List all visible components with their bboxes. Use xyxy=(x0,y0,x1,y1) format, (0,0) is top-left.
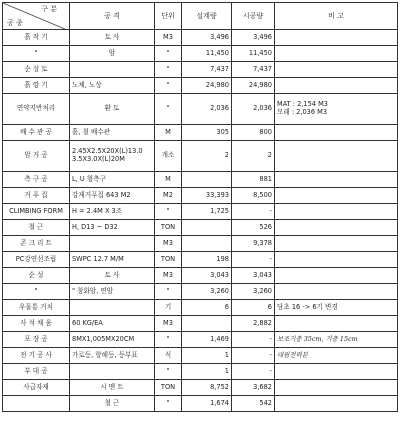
cell-actual-qty xyxy=(232,30,275,46)
cell-design-qty-text: 1 xyxy=(224,366,229,375)
cell-spec-text: H = 2.4M X 3조 xyxy=(72,206,123,215)
cell-unit xyxy=(155,396,182,412)
cell-notes xyxy=(275,284,398,300)
cell-unit-text: M2 xyxy=(163,190,173,199)
cell-category xyxy=(3,396,70,412)
cell-design-qty-text: 3,496 xyxy=(210,32,229,41)
cell-category-text: 순 성 토 xyxy=(24,64,48,73)
cell-spec-text: 흙, 철 배수관 xyxy=(72,127,111,136)
cell-design-qty-text: 3,260 xyxy=(210,286,229,295)
cell-spec-text: 토 사 xyxy=(104,32,120,41)
cell-category xyxy=(3,316,70,332)
cell-spec xyxy=(70,220,155,236)
cell-spec xyxy=(70,332,155,348)
cell-spec xyxy=(70,141,155,172)
cell-category xyxy=(3,30,70,46)
cell-spec-text: 가로등, 항해등, 등부표 xyxy=(72,350,138,359)
cell-unit xyxy=(155,78,182,94)
cell-unit-text: 기 xyxy=(164,302,172,311)
cell-actual-qty xyxy=(232,316,275,332)
cell-notes xyxy=(275,94,398,125)
cell-actual-qty-text: - xyxy=(269,366,272,375)
cell-design-qty-text: 198 xyxy=(216,254,229,263)
cell-design-qty-text: 1,674 xyxy=(210,398,229,407)
cell-unit xyxy=(155,332,182,348)
cell-design-qty-text: 2,036 xyxy=(210,104,229,113)
cell-design-qty-text: 1,725 xyxy=(210,206,229,215)
table-row xyxy=(3,332,398,348)
cell-category xyxy=(3,78,70,94)
cell-design-qty xyxy=(182,380,232,396)
cell-design-qty xyxy=(182,62,232,78)
cell-actual-qty-text: 3,260 xyxy=(253,286,272,295)
cell-actual-qty-text: 3,682 xyxy=(253,382,272,391)
cell-design-qty xyxy=(182,364,232,380)
cell-category-text: 흙 깡 기 xyxy=(24,80,48,89)
cell-design-qty xyxy=(182,30,232,46)
cell-spec xyxy=(70,300,155,316)
cell-spec-text: 시 멘 트 xyxy=(100,382,124,391)
cell-unit-text: 개소 xyxy=(161,151,175,160)
cell-spec-text: 노체, 노상 xyxy=(72,80,102,89)
cell-design-qty xyxy=(182,252,232,268)
cell-category-text: " xyxy=(34,286,38,295)
cell-actual-qty-text: - xyxy=(269,334,272,343)
cell-spec xyxy=(70,396,155,412)
cell-spec-text: 60 KG/EA xyxy=(72,318,103,327)
cell-category xyxy=(3,284,70,300)
cell-notes-text: 당초 16 -> 6기 변경 xyxy=(277,302,338,311)
cell-design-qty xyxy=(182,125,232,141)
cell-actual-qty xyxy=(232,268,275,284)
table-body xyxy=(3,30,398,412)
cell-spec-text: 암 xyxy=(108,48,116,57)
cell-actual-qty xyxy=(232,62,275,78)
cell-category xyxy=(3,172,70,188)
cell-notes xyxy=(275,46,398,62)
cell-category-text: " xyxy=(34,48,38,57)
cell-notes xyxy=(275,30,398,46)
cell-actual-qty-text: 542 xyxy=(259,398,272,407)
cell-actual-qty xyxy=(232,236,275,252)
cell-notes xyxy=(275,220,398,236)
cell-unit-text: TON xyxy=(160,222,176,231)
header-unit: 단위 xyxy=(155,3,182,30)
cell-category xyxy=(3,125,70,141)
cell-design-qty-text: 3,043 xyxy=(210,270,229,279)
cell-notes xyxy=(275,125,398,141)
cell-notes xyxy=(275,332,398,348)
cell-unit-text: " xyxy=(166,80,170,89)
cell-notes xyxy=(275,348,398,364)
cell-unit xyxy=(155,380,182,396)
cell-actual-qty xyxy=(232,188,275,204)
cell-unit xyxy=(155,300,182,316)
cell-spec xyxy=(70,348,155,364)
cell-design-qty xyxy=(182,220,232,236)
header-spec: 공 격 xyxy=(70,3,155,30)
cell-spec-text: L, U 형측구 xyxy=(72,174,106,183)
cell-actual-qty-text: 11,450 xyxy=(248,48,272,57)
cell-actual-qty xyxy=(232,125,275,141)
table-row xyxy=(3,396,398,412)
cell-unit xyxy=(155,30,182,46)
cell-actual-qty-text: 2,882 xyxy=(253,318,272,327)
cell-category-text: 포 장 공 xyxy=(24,334,48,343)
cell-spec xyxy=(70,125,155,141)
cell-category xyxy=(3,268,70,284)
cell-notes-text: 보조기층 35cm, 기층 15cm xyxy=(277,334,358,343)
cell-unit xyxy=(155,220,182,236)
cell-unit xyxy=(155,236,182,252)
cell-notes-text-line2: 모래 : 2,036 M3 xyxy=(277,108,328,116)
quantity-table xyxy=(2,2,398,412)
cell-spec-text: 토 사 xyxy=(104,270,120,279)
cell-unit-text: " xyxy=(166,206,170,215)
cell-notes xyxy=(275,236,398,252)
cell-notes xyxy=(275,252,398,268)
cell-category-text: 콘 크 리 트 xyxy=(20,238,52,247)
table-row xyxy=(3,172,398,188)
cell-spec xyxy=(70,236,155,252)
cell-unit xyxy=(155,252,182,268)
cell-unit-text: " xyxy=(166,366,170,375)
table-row xyxy=(3,220,398,236)
cell-notes xyxy=(275,316,398,332)
cell-category xyxy=(3,46,70,62)
cell-category xyxy=(3,364,70,380)
cell-actual-qty xyxy=(232,332,275,348)
cell-actual-qty xyxy=(232,348,275,364)
cell-unit xyxy=(155,188,182,204)
cell-spec xyxy=(70,78,155,94)
cell-actual-qty xyxy=(232,220,275,236)
cell-notes xyxy=(275,188,398,204)
cell-unit xyxy=(155,94,182,125)
table-row xyxy=(3,94,398,125)
cell-unit-text: TON xyxy=(160,382,176,391)
table-row xyxy=(3,300,398,316)
table-row xyxy=(3,30,398,46)
cell-notes xyxy=(275,364,398,380)
cell-notes xyxy=(275,380,398,396)
cell-notes xyxy=(275,396,398,412)
cell-category-text: 측 구 공 xyxy=(24,174,48,183)
cell-design-qty-text: 24,980 xyxy=(205,80,229,89)
cell-design-qty-text: 11,450 xyxy=(205,48,229,57)
cell-design-qty-text: 1 xyxy=(224,350,229,359)
cell-design-qty-text: 8,752 xyxy=(210,382,229,391)
header-category-bottom: 공 종 xyxy=(7,18,23,27)
header-category xyxy=(3,3,70,30)
cell-design-qty xyxy=(182,141,232,172)
cell-actual-qty-text: 3,043 xyxy=(253,270,272,279)
table-row xyxy=(3,204,398,220)
cell-notes xyxy=(275,172,398,188)
cell-actual-qty-text: 800 xyxy=(259,127,272,136)
cell-unit xyxy=(155,364,182,380)
cell-category xyxy=(3,220,70,236)
table-row xyxy=(3,141,398,172)
cell-spec xyxy=(70,380,155,396)
cell-category xyxy=(3,141,70,172)
cell-actual-qty xyxy=(232,141,275,172)
cell-spec-text-line2: 3.5X3.0X(L)20M xyxy=(72,155,125,163)
cell-unit xyxy=(155,284,182,300)
cell-unit xyxy=(155,204,182,220)
cell-actual-qty-text: 9,378 xyxy=(253,238,272,247)
cell-category-text: 순 성 xyxy=(28,270,44,279)
cell-actual-qty xyxy=(232,300,275,316)
cell-category xyxy=(3,204,70,220)
cell-actual-qty-text: 6 xyxy=(267,302,272,311)
cell-notes xyxy=(275,78,398,94)
table-row xyxy=(3,380,398,396)
cell-category-text: 부 대 공 xyxy=(24,366,48,375)
cell-design-qty-text: 1,469 xyxy=(210,334,229,343)
cell-actual-qty-text: 3,496 xyxy=(253,32,272,41)
cell-category-text: 철 근 xyxy=(28,222,44,231)
table-row xyxy=(3,284,398,300)
cell-unit-text: " xyxy=(166,398,170,407)
cell-actual-qty-text: 2,036 xyxy=(253,104,272,113)
cell-spec xyxy=(70,188,155,204)
cell-category xyxy=(3,62,70,78)
header-category-top: 구 분 xyxy=(41,5,57,13)
table-row xyxy=(3,188,398,204)
cell-spec xyxy=(70,268,155,284)
cell-spec xyxy=(70,316,155,332)
cell-design-qty xyxy=(182,316,232,332)
cell-unit xyxy=(155,141,182,172)
cell-category xyxy=(3,236,70,252)
cell-actual-qty xyxy=(232,364,275,380)
cell-design-qty xyxy=(182,396,232,412)
cell-actual-qty-text: 881 xyxy=(259,174,272,183)
cell-category xyxy=(3,94,70,125)
cell-spec xyxy=(70,172,155,188)
cell-design-qty xyxy=(182,204,232,220)
cell-design-qty xyxy=(182,332,232,348)
cell-category xyxy=(3,300,70,316)
cell-notes xyxy=(275,300,398,316)
cell-actual-qty xyxy=(232,380,275,396)
cell-category xyxy=(3,188,70,204)
cell-design-qty xyxy=(182,188,232,204)
table-row xyxy=(3,364,398,380)
cell-spec xyxy=(70,30,155,46)
cell-actual-qty-text: 526 xyxy=(259,222,272,231)
table-row xyxy=(3,125,398,141)
cell-unit xyxy=(155,125,182,141)
cell-unit-text: " xyxy=(166,64,170,73)
cell-spec xyxy=(70,94,155,125)
cell-actual-qty xyxy=(232,46,275,62)
cell-unit-text: " xyxy=(166,104,170,113)
cell-design-qty xyxy=(182,268,232,284)
cell-unit xyxy=(155,172,182,188)
cell-notes-text: MAT : 2,154 M3 xyxy=(277,100,328,109)
cell-spec-text: 8MX1,005MX20CM xyxy=(72,334,135,343)
cell-notes-text: 대림전력분 xyxy=(277,350,308,359)
cell-spec xyxy=(70,204,155,220)
cell-spec xyxy=(70,284,155,300)
cell-design-qty xyxy=(182,46,232,62)
cell-spec xyxy=(70,46,155,62)
cell-spec-text: SWPC 12.7 M/M xyxy=(72,254,124,263)
cell-design-qty-text: 305 xyxy=(216,127,229,136)
cell-notes xyxy=(275,268,398,284)
header-actual-qty: 시공량 xyxy=(232,3,275,30)
table-row xyxy=(3,316,398,332)
cell-unit-text: " xyxy=(166,286,170,295)
table-row xyxy=(3,348,398,364)
cell-unit-text: 식 xyxy=(164,350,172,359)
cell-unit xyxy=(155,268,182,284)
cell-spec-text: 철 근 xyxy=(104,398,120,407)
cell-category xyxy=(3,332,70,348)
cell-actual-qty xyxy=(232,396,275,412)
cell-actual-qty xyxy=(232,94,275,125)
cell-actual-qty-text: - xyxy=(269,350,272,359)
cell-spec-text: " 창화암, 연암 xyxy=(72,286,114,295)
cell-design-qty xyxy=(182,236,232,252)
cell-category-text: 사 석 채 움 xyxy=(20,318,52,327)
header-row xyxy=(3,3,398,30)
cell-spec xyxy=(70,62,155,78)
cell-spec xyxy=(70,364,155,380)
cell-unit-text: " xyxy=(166,334,170,343)
cell-unit-text: M3 xyxy=(163,318,173,327)
cell-notes xyxy=(275,141,398,172)
header-notes: 비 고 xyxy=(275,3,398,30)
cell-notes xyxy=(275,62,398,78)
cell-unit xyxy=(155,316,182,332)
cell-category xyxy=(3,380,70,396)
cell-unit xyxy=(155,46,182,62)
cell-category-text: 전 기 공 사 xyxy=(20,350,52,359)
cell-design-qty xyxy=(182,94,232,125)
cell-unit-text: M xyxy=(165,127,171,136)
cell-actual-qty xyxy=(232,78,275,94)
cell-unit-text: M3 xyxy=(163,238,173,247)
cell-notes xyxy=(275,204,398,220)
cell-design-qty-text: 33,393 xyxy=(205,190,229,199)
cell-unit-text: M xyxy=(165,174,171,183)
cell-unit-text: TON xyxy=(160,254,176,263)
cell-design-qty xyxy=(182,172,232,188)
cell-category xyxy=(3,348,70,364)
table-row xyxy=(3,46,398,62)
cell-actual-qty-text: 8,500 xyxy=(253,190,272,199)
cell-actual-qty xyxy=(232,204,275,220)
cell-actual-qty xyxy=(232,284,275,300)
cell-spec-text: 2.45X2.5X20X(L)13.0 xyxy=(72,147,143,156)
table-row xyxy=(3,78,398,94)
cell-spec-text: 환 토 xyxy=(104,104,120,113)
cell-category-text: 암 거 공 xyxy=(24,151,48,160)
header-design-qty: 설계량 xyxy=(182,3,232,30)
material-quantity-sheet xyxy=(2,2,398,444)
cell-spec-text: 강재거푸집 643 M2 xyxy=(72,190,131,199)
cell-category-text: 우물통 거치 xyxy=(19,302,53,311)
cell-spec-text: H, D13 ~ D32 xyxy=(72,222,118,231)
cell-design-qty xyxy=(182,300,232,316)
cell-category-text: 사급자재 xyxy=(23,382,49,391)
cell-category-text: 배 수 관 공 xyxy=(20,127,52,136)
cell-design-qty xyxy=(182,78,232,94)
cell-actual-qty-text: - xyxy=(269,206,272,215)
cell-design-qty-text: 6 xyxy=(224,302,229,311)
cell-design-qty xyxy=(182,284,232,300)
cell-unit-text: M3 xyxy=(163,270,173,279)
cell-category-text: PC강연선조립 xyxy=(15,254,57,263)
cell-actual-qty xyxy=(232,172,275,188)
cell-actual-qty-text: 2 xyxy=(267,151,272,160)
cell-category-text: 연약지반처리 xyxy=(16,104,56,113)
cell-unit xyxy=(155,348,182,364)
cell-unit-text: " xyxy=(166,48,170,57)
cell-unit xyxy=(155,62,182,78)
cell-category-text: 거 푸 집 xyxy=(24,190,48,199)
cell-design-qty xyxy=(182,348,232,364)
cell-actual-qty-text: 7,437 xyxy=(253,64,272,73)
table-row xyxy=(3,62,398,78)
table-row xyxy=(3,252,398,268)
cell-actual-qty-text: - xyxy=(269,254,272,263)
cell-unit-text: M3 xyxy=(163,32,173,41)
cell-actual-qty xyxy=(232,252,275,268)
cell-category-text: 흙 작 기 xyxy=(24,32,48,41)
table-row xyxy=(3,268,398,284)
cell-category-text: CLIMBING FORM xyxy=(9,206,63,215)
table-row xyxy=(3,236,398,252)
cell-actual-qty-text: 24,980 xyxy=(248,80,272,89)
cell-category xyxy=(3,252,70,268)
cell-design-qty-text: 7,437 xyxy=(210,64,229,73)
cell-design-qty-text: 2 xyxy=(224,151,229,160)
cell-spec xyxy=(70,252,155,268)
